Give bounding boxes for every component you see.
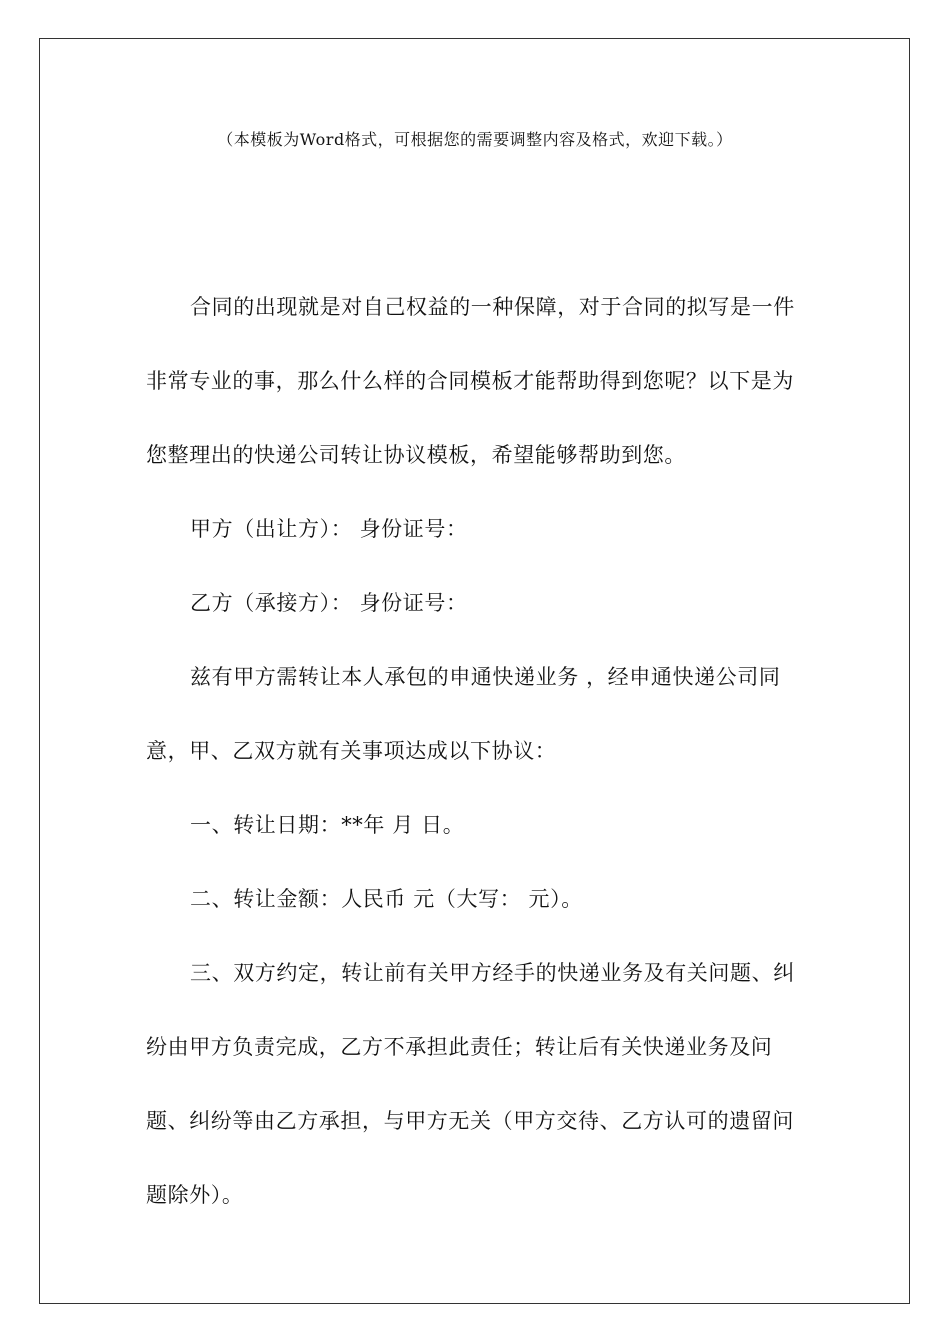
clause-transfer-amount: 二、转让金额：人民币 元（大写： 元）。 <box>190 887 583 911</box>
header-note: （本模板为Word格式，可根据您的需要调整内容及格式，欢迎下载。） <box>217 130 733 149</box>
document-body <box>146 270 806 1232</box>
intro-paragraph: 合同的出现就是对自己权益的一种保障，对于合同的拟写是一件非常专业的事，那么什么样的合同模板才能帮助得到您呢？以下是为您整理出的快递公司转让协议模板，希望能够帮助到您。 <box>146 295 795 467</box>
party-b-line: 乙方（承接方）： 身份证号： <box>190 591 468 615</box>
party-a-line: 甲方（出让方）： 身份证号： <box>190 517 468 541</box>
clause-transfer-date: 一、转让日期：**年 月 日。 <box>190 813 465 837</box>
clause-responsibility: 三、双方约定，转让前有关甲方经手的快递业务及有关问题、纠纷由甲方负责完成，乙方不承担此责任；转让后有关快递业务及问题、纠纷等由乙方承担，与甲方无关（甲方交待、乙方认可的遗留问题除外）。 <box>146 961 795 1207</box>
agreement-preamble: 兹有甲方需转让本人承包的申通快递业务 ，经申通快递公司同意，甲、乙双方就有关事项达成以下协议： <box>146 665 781 763</box>
